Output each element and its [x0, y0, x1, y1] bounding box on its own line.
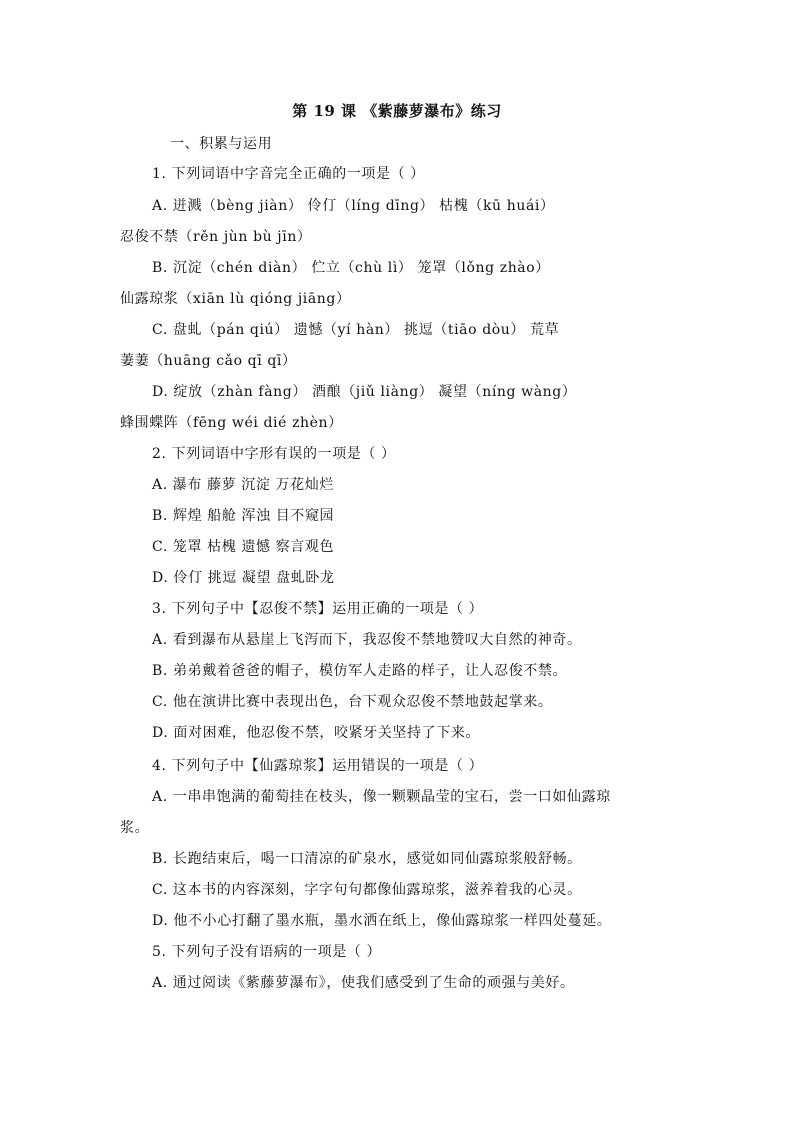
question-3-option-c: C. 他在演讲比赛中表现出色，台下观众忍俊不禁地鼓起掌来。	[152, 694, 553, 710]
question-3-option-b: B. 弟弟戴着爸爸的帽子，模仿军人走路的样子，让人忍俊不禁。	[152, 663, 568, 679]
question-5-option-a: A. 通过阅读《紫藤萝瀑布》，使我们感受到了生命的顽强与美好。	[152, 975, 575, 991]
question-4-option-d: D. 他不小心打翻了墨水瓶，墨水洒在纸上，像仙露琼浆一样四处蔓延。	[152, 913, 612, 929]
section-heading: 一、积累与运用	[170, 136, 273, 152]
question-4-option-c: C. 这本书的内容深刻，字字句句都像仙露琼浆，滋养着我的心灵。	[152, 882, 582, 898]
page-title: 第 19 课 《紫藤萝瀑布》练习	[292, 102, 502, 120]
question-4-option-b: B. 长跑结束后，喝一口清凉的矿泉水，感觉如同仙露琼浆般舒畅。	[152, 851, 582, 867]
question-1-stem: 1. 下列词语中字音完全正确的一项是（ ）	[152, 166, 425, 182]
question-2-option-c: C. 笼罩 枯槐 遗憾 察言观色	[152, 539, 335, 555]
question-4-option-a-cont: 浆。	[120, 820, 150, 836]
question-1-option-b-cont: 仙露琼浆（xiān lù qióng jiāng）	[120, 291, 351, 307]
question-1-option-c-cont: 萋萋（huāng cǎo qī qī）	[120, 353, 297, 369]
question-1-option-a-cont: 忍俊不禁（rěn jùn bù jīn）	[120, 229, 312, 245]
question-5-stem: 5. 下列句子没有语病的一项是（ ）	[152, 944, 382, 960]
question-3-option-d: D. 面对困难，他忍俊不禁，咬紧牙关坚持了下来。	[152, 725, 481, 741]
question-2-option-a: A. 瀑布 藤萝 沉淀 万花灿烂	[152, 477, 334, 493]
question-4-stem: 4. 下列句子中【仙露琼浆】运用错误的一项是（ ）	[152, 758, 484, 774]
question-1-option-d-cont: 蜂围蝶阵（fēng wéi dié zhèn）	[120, 415, 343, 431]
question-4-option-a: A. 一串串饱满的葡萄挂在枝头，像一颗颗晶莹的宝石，尝一口如仙露琼	[152, 789, 611, 805]
question-2-stem: 2. 下列词语中字形有误的一项是（ ）	[152, 446, 396, 462]
question-1-option-a: A. 迸溅（bèng jiàn） 伶仃（líng dīng） 枯槐（kū huái）	[152, 198, 555, 214]
question-1-option-d: D. 绽放（zhàn fàng） 酒酿（jiǔ liàng） 凝望（níng wàng）	[152, 384, 577, 400]
question-3-stem: 3. 下列句子中【忍俊不禁】运用正确的一项是（ ）	[152, 601, 484, 617]
question-1-option-c: C. 盘虬（pán qiú） 遗憾（yí hàn） 挑逗（tiāo dòu） 荒草	[152, 322, 560, 338]
question-2-option-d: D. 伶仃 挑逗 凝望 盘虬卧龙	[152, 570, 335, 586]
question-3-option-a: A. 看到瀑布从悬崖上飞泻而下，我忍俊不禁地赞叹大自然的神奇。	[152, 632, 582, 648]
question-1-option-b: B. 沉淀（chén diàn） 伫立（chù lì） 笼罩（lǒng zhào）	[152, 260, 550, 276]
question-2-option-b: B. 辉煌 船舱 浑浊 目不窥园	[152, 508, 335, 524]
